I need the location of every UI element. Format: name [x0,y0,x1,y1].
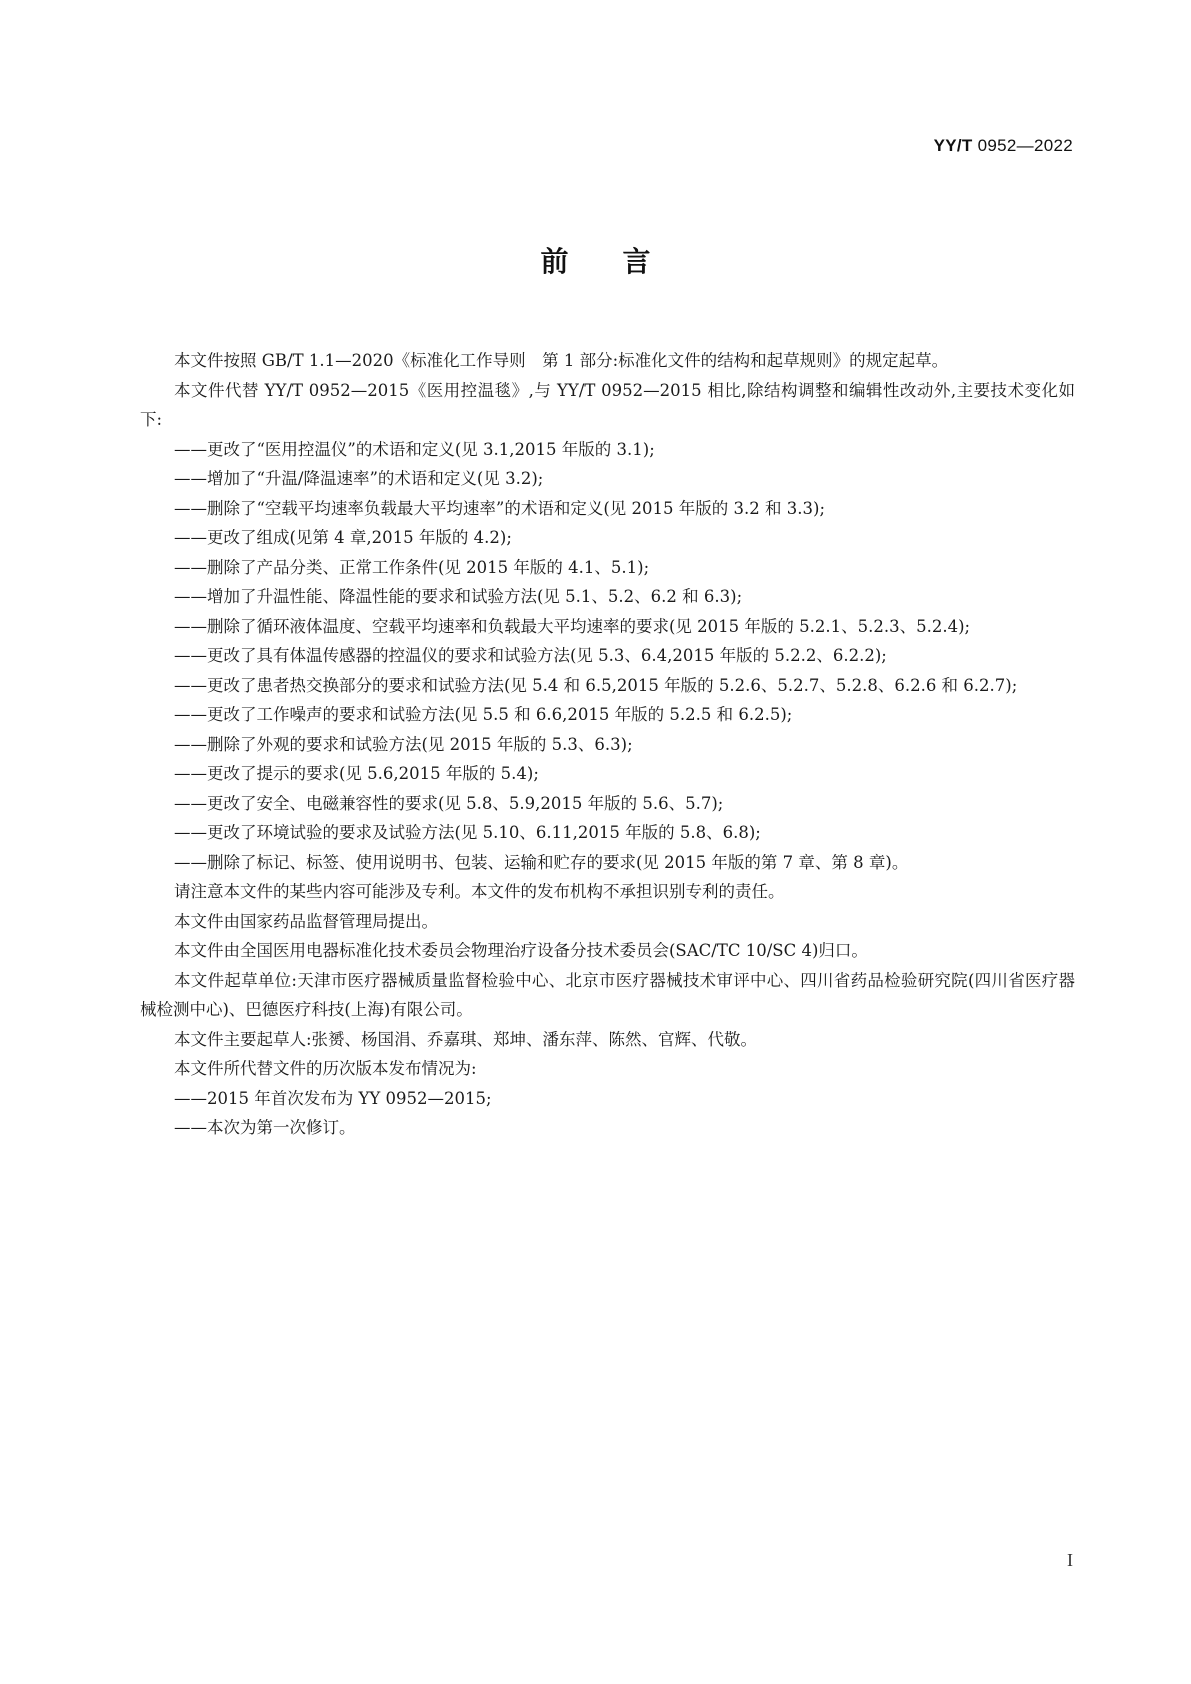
standard-code-prefix: YY/T [933,136,973,155]
list-item: ——本次为第一次修订。 [174,1118,356,1137]
foreword-body [140,346,1075,1143]
paragraph: 本文件主要起草人:张赟、杨国涓、乔嘉琪、郑坤、潘东萍、陈然、官辉、代敬。 [174,1029,758,1049]
paragraph: 请注意本文件的某些内容可能涉及专利。本文件的发布机构不承担识别专利的责任。 [174,882,785,901]
list-item: ——更改了环境试验的要求及试验方法(见 5.10、6.11,2015 年版的 5.8、6.8); [174,823,761,842]
list-item: ——更改了提示的要求(见 5.6,2015 年版的 5.4); [174,764,539,783]
list-item: ——增加了升温性能、降温性能的要求和试验方法(见 5.1、5.2、6.2 和 6.3); [174,587,743,606]
list-item: ——更改了“医用控温仪”的术语和定义(见 3.1,2015 年版的 3.1); [174,439,655,459]
list-item: ——删除了外观的要求和试验方法(见 2015 年版的 5.3、6.3); [174,734,633,754]
list-item: ——删除了循环液体温度、空载平均速率和负载最大平均速率的要求(见 2015 年版的 5.2.1、5.2.3、5.2.4); [174,616,971,636]
list-item: ——删除了“空载平均速率负载最大平均速率”的术语和定义(见 2015 年版的 3.2 和 3.3); [174,498,826,518]
paragraph: 本文件起草单位:天津市医疗器械质量监督检验中心、北京市医疗器械技术审评中心、四川省药品检验研究院(四川省医疗器械检测中心)、巴德医疗科技(上海)有限公司。 [140,970,1075,1019]
page-title: 前言 [540,245,705,278]
list-item: ——2015 年首次发布为 YY 0952—2015; [174,1088,492,1108]
paragraph: 本文件代替 YY/T 0952—2015《医用控温毯》,与 YY/T 0952—2015 相比,除结构调整和编辑性改动外,主要技术变化如下: [140,380,1075,429]
list-item: ——删除了标记、标签、使用说明书、包装、运输和贮存的要求(见 2015 年版的第 7 章、第 8 章)。 [174,852,909,872]
standard-code-number: 0952—2022 [977,136,1073,155]
page-number: I [1067,1550,1073,1570]
list-item: ——更改了组成(见第 4 章,2015 年版的 4.2); [174,528,512,547]
list-item: ——更改了患者热交换部分的要求和试验方法(见 5.4 和 6.5,2015 年版的 5.2.6、5.2.7、5.2.8、6.2.6 和 6.2.7); [174,675,1018,695]
list-item: ——更改了工作噪声的要求和试验方法(见 5.5 和 6.6,2015 年版的 5.2.5 和 6.2.5); [174,705,793,724]
list-item: ——更改了安全、电磁兼容性的要求(见 5.8、5.9,2015 年版的 5.6、5.7); [174,793,724,813]
paragraph: 本文件按照 GB/T 1.1—2020《标准化工作导则 第 1 部分:标准化文件的结构和起草规则》的规定起草。 [174,351,949,370]
standard-code [934,136,1073,156]
paragraph: 本文件由全国医用电器标准化技术委员会物理治疗设备分技术委员会(SAC/TC 10/SC 4)归口。 [174,941,868,960]
list-item: ——增加了“升温/降温速率”的术语和定义(见 3.2); [174,469,544,488]
paragraph: 本文件所代替文件的历次版本发布情况为: [174,1059,477,1078]
paragraph: 本文件由国家药品监督管理局提出。 [174,911,438,931]
list-item: ——删除了产品分类、正常工作条件(见 2015 年版的 4.1、5.1); [174,557,650,577]
list-item: ——更改了具有体温传感器的控温仪的要求和试验方法(见 5.3、6.4,2015 年版的 5.2.2、6.2.2); [174,646,887,665]
